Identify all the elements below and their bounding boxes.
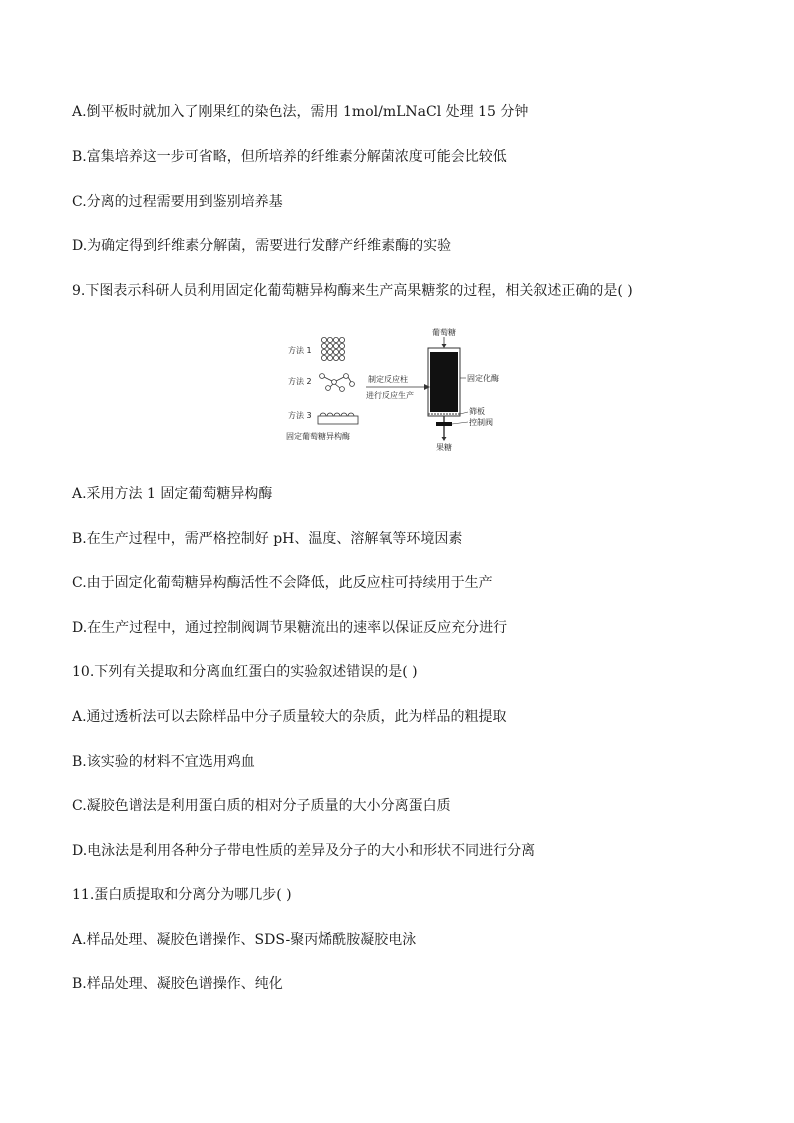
immobilized-enzyme-bed [430, 352, 458, 412]
fructose-label: 果糖 [436, 443, 452, 452]
method2-label: 方法 2 [288, 377, 312, 386]
q10-option-b: B.该实验的材料不宜选用鸡血 [72, 754, 255, 770]
q8-option-a: A.倒平板时就加入了刚果红的染色法，需用 1mol/mLNaCl 处理 15 分钟 [72, 104, 529, 120]
sieve-label: 筛板 [469, 407, 485, 416]
q8-option-d: D.为确定得到纤维素分解菌，需要进行发酵产纤维素酶的实验 [72, 238, 452, 254]
q10-option-c: C.凝胶色谱法是利用蛋白质的相对分子质量的大小分离蛋白质 [72, 798, 451, 814]
q11-option-a: A.样品处理、凝胶色谱操作、SDS-聚丙烯酰胺凝胶电泳 [72, 932, 417, 948]
q10-option-d: D.电泳法是利用各种分子带电性质的差异及分子的大小和形状不同进行分离 [72, 843, 536, 859]
control-valve-icon [436, 422, 452, 426]
process-arrow-head [424, 384, 430, 390]
arrow-bottom-label: 进行反应生产 [366, 391, 414, 400]
fructose-outlet-head [442, 437, 447, 441]
q8-option-c: C.分离的过程需要用到鉴别培养基 [72, 194, 283, 210]
arrow-top-label: 制定反应柱 [368, 375, 408, 384]
enzyme-caption: 固定葡萄糖异构酶 [286, 432, 350, 441]
glucose-label: 葡萄糖 [432, 328, 456, 337]
q11-option-b: B.样品处理、凝胶色谱操作、纯化 [72, 976, 283, 992]
q8-option-b: B.富集培养这一步可省略，但所培养的纤维素分解菌浓度可能会比较低 [72, 149, 507, 165]
sieve-pointer [460, 412, 468, 414]
method1-beads-icon [321, 337, 344, 360]
q11-stem: 11.蛋白质提取和分离分为哪几步( ) [72, 887, 292, 903]
q9-stem: 9.下图表示科研人员利用固定化葡萄糖异构酶来生产高果糖浆的过程，相关叙述正确的是( ) [72, 283, 633, 299]
q10-stem: 10.下列有关提取和分离血红蛋白的实验叙述错误的是( ) [72, 664, 418, 680]
q9-option-a: A.采用方法 1 固定葡萄糖异构酶 [72, 486, 273, 502]
valve-pointer [452, 422, 468, 424]
q10-option-a: A.通过透析法可以去除样品中分子质量较大的杂质，此为样品的粗提取 [72, 709, 507, 725]
q9-option-b: B.在生产过程中，需严格控制好 pH、温度、溶解氧等环境因素 [72, 531, 463, 547]
enzyme-column-figure [282, 326, 502, 454]
method2-crosslink-icon [320, 374, 355, 392]
immobilized-label: 固定化酶 [467, 374, 499, 383]
q9-option-c: C.由于固定化葡萄糖异构酶活性不会降低，此反应柱可持续用于生产 [72, 575, 493, 591]
glucose-inlet-head [442, 344, 447, 348]
valve-label: 控制阀 [469, 418, 493, 427]
method3-carrier-icon [318, 413, 358, 424]
q9-option-d: D.在生产过程中，通过控制阀调节果糖流出的速率以保证反应充分进行 [72, 620, 508, 636]
method3-label: 方法 3 [288, 411, 312, 420]
method1-label: 方法 1 [288, 346, 312, 355]
